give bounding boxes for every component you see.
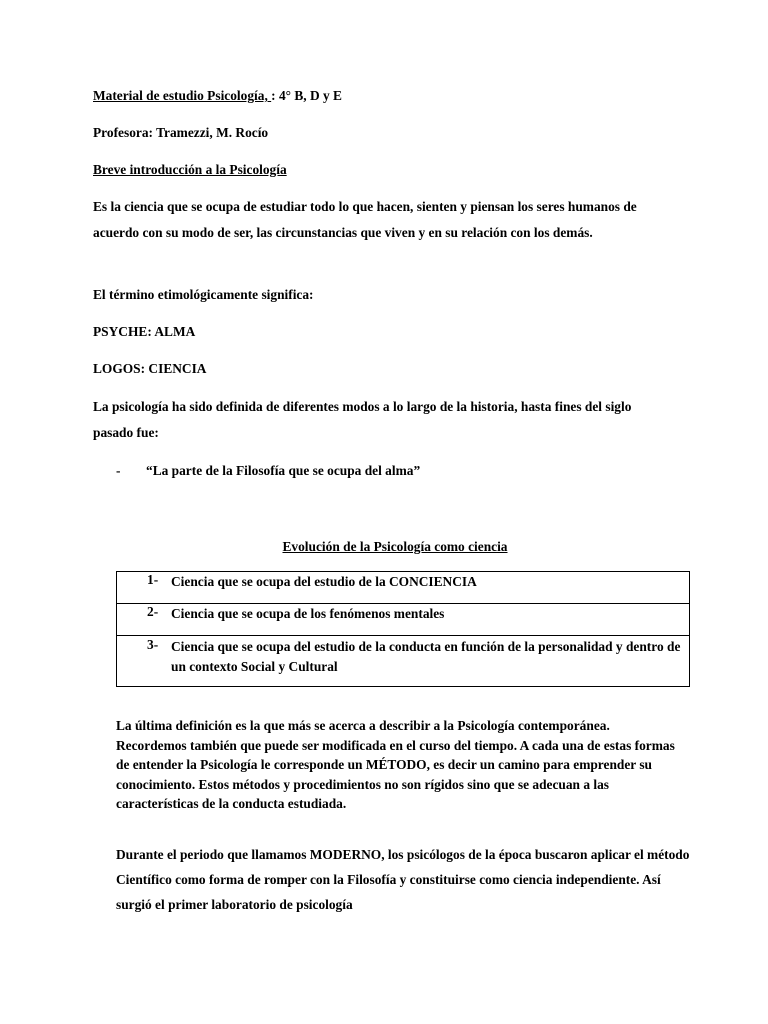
table-row	[117, 604, 690, 636]
etymology-label: El término etimológicamente significa:	[93, 287, 314, 302]
history-paragraph: La psicología ha sido definida de diferentes modos a lo largo de la historia, hasta fines del siglo pasado fue:	[93, 399, 632, 440]
table-row	[117, 572, 690, 604]
definition-paragraph: Es la ciencia que se ocupa de estudiar todo lo que hacen, sienten y piensan los seres humanos de acuerdo con su modo de ser, las circunstancias que viven y en su relación con los demás.	[93, 199, 637, 240]
bullet-dash: -	[116, 463, 121, 478]
item-number: 3-	[147, 637, 159, 652]
document-title-underlined: Material de estudio Psicología,	[93, 88, 272, 103]
logos-term: LOGOS: CIENCIA	[93, 361, 207, 376]
bullet-item	[116, 463, 420, 479]
item-number: 2-	[147, 604, 159, 619]
evolution-title: Evolución de la Psicología como ciencia	[282, 539, 508, 554]
psyche-term: PSYCHE: ALMA	[93, 324, 196, 339]
teacher-name: Profesora: Tramezzi, M. Rocío	[93, 125, 269, 140]
document-title-course: : 4° B, D y E	[271, 88, 342, 103]
modern-paragraph: Durante el periodo que llamamos MODERNO, los psicólogos de la época buscaron aplicar el método Científico como forma de romper con la Filosofía y constituirse como ciencia independiente. Así surgió el primer laboratorio de psicología	[116, 847, 690, 912]
table-cell	[117, 572, 690, 604]
item-text: Ciencia que se ocupa del estudio de la CONCIENCIA	[171, 574, 477, 589]
item-text: Ciencia que se ocupa del estudio de la conducta en función de la personalidad y dentro de un contexto Social y Cultural	[171, 639, 681, 674]
bullet-text: “La parte de la Filosofía que se ocupa del alma”	[146, 463, 421, 478]
item-number: 1-	[147, 572, 159, 587]
evolution-item	[117, 604, 689, 624]
evolution-item	[117, 572, 689, 592]
method-paragraph: La última definición es la que más se acerca a describir a la Psicología contemporánea. Recordemos también que puede ser modificada en el curso del tiempo. A cada una de estas formas de entender la Psicología le corresponde un MÉTODO, es decir un camino para emprender su conocimiento. Estos métodos y procedimientos no son rígidos sino que se adecuan a las características de la conducta estudiada.	[116, 718, 675, 812]
evolution-item	[117, 636, 689, 677]
intro-heading: Breve introducción a la Psicología	[93, 162, 287, 177]
evolution-table	[116, 571, 690, 687]
table-row	[117, 636, 690, 687]
table-cell	[117, 636, 690, 687]
document-title	[93, 88, 342, 104]
table-cell	[117, 604, 690, 636]
item-text: Ciencia que se ocupa de los fenómenos mentales	[171, 606, 445, 621]
